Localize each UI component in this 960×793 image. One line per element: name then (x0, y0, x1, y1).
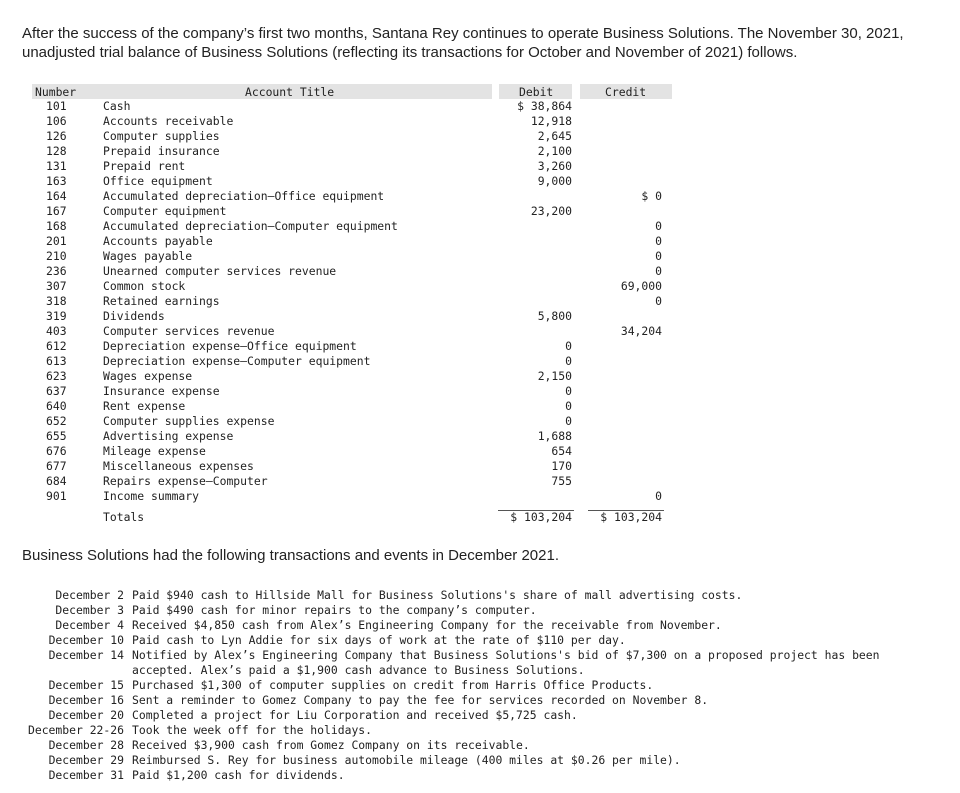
table-row (0, 384, 700, 399)
table-row (0, 99, 700, 114)
transaction-date: December 10 (48, 633, 124, 647)
account-title: Unearned computer services revenue (103, 264, 337, 278)
account-title: Miscellaneous expenses (103, 459, 254, 473)
transaction-date: December 31 (48, 768, 124, 782)
debit-amount: 2,645 (537, 129, 572, 143)
debit-amount: 23,200 (530, 204, 572, 218)
account-number: 101 (46, 99, 67, 113)
debit-amount: 12,918 (530, 114, 572, 128)
account-number: 319 (46, 309, 67, 323)
totals-credit: $ 103,204 (600, 510, 662, 524)
account-number: 106 (46, 114, 67, 128)
account-title: Advertising expense (103, 429, 234, 443)
table-row (0, 429, 700, 444)
account-number: 128 (46, 144, 67, 158)
account-number: 677 (46, 459, 67, 473)
header-debit: Debit (519, 85, 554, 99)
table-row (0, 249, 700, 264)
table-row (0, 339, 700, 354)
table-row (0, 219, 700, 234)
table-row (0, 114, 700, 129)
intro-paragraph: After the success of the company’s first two months, Santana Rey continues to operate Business Solutions. The November 30, 2021, unadjusted trial balance of Business Solutions (reflecting its transactions for October and November of 2021) follows. (22, 25, 904, 61)
account-number: 307 (46, 279, 67, 293)
credit-amount: 0 (655, 219, 662, 233)
account-number: 613 (46, 354, 67, 368)
account-number: 163 (46, 174, 67, 188)
table-row (0, 369, 700, 384)
table-row (0, 144, 700, 159)
table-row (0, 264, 700, 279)
december-intro: Business Solutions had the following transactions and events in December 2021. (22, 547, 559, 564)
account-title: Accounts payable (103, 234, 213, 248)
transaction-row (0, 588, 960, 603)
debit-amount: 1,688 (537, 429, 572, 443)
account-title: Computer services revenue (103, 324, 275, 338)
transaction-text: Purchased $1,300 of computer supplies on credit from Harris Office Products. (132, 678, 654, 692)
account-title: Prepaid rent (103, 159, 186, 173)
transaction-row (0, 708, 960, 723)
totals-row (0, 510, 700, 525)
account-title: Common stock (103, 279, 186, 293)
transaction-text: accepted. Alex’s paid a $1,900 cash advance to Business Solutions. (132, 663, 585, 677)
transaction-row (0, 723, 960, 738)
transaction-date: December 28 (48, 738, 124, 752)
account-title: Cash (103, 99, 131, 113)
transaction-row (0, 648, 960, 663)
transaction-row (0, 753, 960, 768)
table-row (0, 174, 700, 189)
credit-amount: 0 (655, 249, 662, 263)
account-number: 167 (46, 204, 67, 218)
debit-amount: 0 (565, 339, 572, 353)
transaction-row (0, 768, 960, 783)
transaction-text: Received $3,900 cash from Gomez Company on its receivable. (132, 738, 530, 752)
transaction-row (0, 618, 960, 633)
account-title: Repairs expense—Computer (103, 474, 268, 488)
account-number: 403 (46, 324, 67, 338)
account-title: Insurance expense (103, 384, 220, 398)
transaction-text: Sent a reminder to Gomez Company to pay the fee for services recorded on November 8. (132, 693, 709, 707)
credit-amount: $ 0 (641, 189, 662, 203)
header-account-title: Account Title (245, 85, 335, 99)
credit-amount: 69,000 (620, 279, 662, 293)
account-title: Office equipment (103, 174, 213, 188)
table-row (0, 279, 700, 294)
account-number: 637 (46, 384, 67, 398)
transaction-date: December 14 (48, 648, 124, 662)
table-row (0, 474, 700, 489)
account-title: Computer supplies (103, 129, 220, 143)
transaction-text: Paid $940 cash to Hillside Mall for Business Solutions's share of mall advertising costs. (132, 588, 743, 602)
transaction-text: Reimbursed S. Rey for business automobile mileage (400 miles at $0.26 per mile). (132, 753, 681, 767)
account-title: Mileage expense (103, 444, 206, 458)
account-title: Wages payable (103, 249, 193, 263)
debit-amount: 0 (565, 399, 572, 413)
debit-amount: 2,150 (537, 369, 572, 383)
account-title: Rent expense (103, 399, 186, 413)
account-number: 652 (46, 414, 67, 428)
transaction-row (0, 693, 960, 708)
transaction-text: Took the week off for the holidays. (132, 723, 373, 737)
table-row (0, 444, 700, 459)
account-title: Depreciation expense—Office equipment (103, 339, 357, 353)
credit-amount: 0 (655, 294, 662, 308)
header-credit: Credit (605, 85, 647, 99)
account-title: Accumulated depreciation—Computer equipment (103, 219, 398, 233)
table-row (0, 204, 700, 219)
account-number: 126 (46, 129, 67, 143)
debit-amount: 3,260 (537, 159, 572, 173)
debit-amount: 9,000 (537, 174, 572, 188)
transaction-row (0, 678, 960, 693)
transaction-text: Paid $1,200 cash for dividends. (132, 768, 345, 782)
transaction-row (0, 633, 960, 648)
account-number: 168 (46, 219, 67, 233)
table-row (0, 414, 700, 429)
account-title: Dividends (103, 309, 165, 323)
table-row (0, 159, 700, 174)
table-row (0, 354, 700, 369)
transaction-text: Notified by Alex’s Engineering Company that Business Solutions's bid of $7,300 on a proposed project has been (132, 648, 880, 662)
account-title: Depreciation expense—Computer equipment (103, 354, 371, 368)
account-title: Income summary (103, 489, 200, 503)
account-title: Retained earnings (103, 294, 220, 308)
transaction-text: Paid cash to Lyn Addie for six days of work at the rate of $110 per day. (132, 633, 626, 647)
account-number: 684 (46, 474, 67, 488)
debit-amount: 0 (565, 354, 572, 368)
account-title: Prepaid insurance (103, 144, 220, 158)
account-number: 236 (46, 264, 67, 278)
account-title: Wages expense (103, 369, 193, 383)
debit-amount: 654 (551, 444, 572, 458)
credit-amount: 0 (655, 264, 662, 278)
transaction-date: December 20 (48, 708, 124, 722)
credit-amount: 34,204 (620, 324, 662, 338)
transaction-text: Received $4,850 cash from Alex’s Engineering Company for the receivable from November. (132, 618, 722, 632)
account-number: 318 (46, 294, 67, 308)
account-number: 655 (46, 429, 67, 443)
account-number: 201 (46, 234, 67, 248)
account-number: 901 (46, 489, 67, 503)
debit-amount: $ 38,864 (517, 99, 572, 113)
debit-amount: 0 (565, 384, 572, 398)
credit-amount: 0 (655, 234, 662, 248)
table-row (0, 489, 700, 504)
table-row (0, 459, 700, 474)
account-number: 210 (46, 249, 67, 263)
transaction-row (0, 603, 960, 618)
account-number: 640 (46, 399, 67, 413)
table-row (0, 189, 700, 204)
totals-label: Totals (103, 510, 145, 524)
transaction-date: December 2 (55, 588, 124, 602)
table-row (0, 234, 700, 249)
transaction-date: December 4 (55, 618, 124, 632)
account-title: Computer supplies expense (103, 414, 275, 428)
debit-amount: 755 (551, 474, 572, 488)
table-row (0, 309, 700, 324)
table-row (0, 324, 700, 339)
debit-amount: 170 (551, 459, 572, 473)
account-number: 623 (46, 369, 67, 383)
transaction-date: December 15 (48, 678, 124, 692)
totals-debit: $ 103,204 (510, 510, 572, 524)
transaction-text: Completed a project for Liu Corporation and received $5,725 cash. (132, 708, 578, 722)
transaction-date: December 3 (55, 603, 124, 617)
transaction-date: December 29 (48, 753, 124, 767)
transaction-date: December 22-26 (27, 723, 124, 737)
debit-amount: 2,100 (537, 144, 572, 158)
transaction-row (0, 663, 960, 678)
credit-amount: 0 (655, 489, 662, 503)
debit-amount: 0 (565, 414, 572, 428)
table-row (0, 294, 700, 309)
account-title: Computer equipment (103, 204, 227, 218)
transaction-date: December 16 (48, 693, 124, 707)
debit-amount: 5,800 (537, 309, 572, 323)
account-title: Accumulated depreciation—Office equipment (103, 189, 385, 203)
account-number: 164 (46, 189, 67, 203)
transaction-row (0, 738, 960, 753)
table-row (0, 399, 700, 414)
account-number: 131 (46, 159, 67, 173)
transaction-text: Paid $490 cash for minor repairs to the company’s computer. (132, 603, 537, 617)
account-number: 612 (46, 339, 67, 353)
header-number: Number (35, 85, 77, 99)
account-number: 676 (46, 444, 67, 458)
table-row (0, 129, 700, 144)
account-title: Accounts receivable (103, 114, 234, 128)
